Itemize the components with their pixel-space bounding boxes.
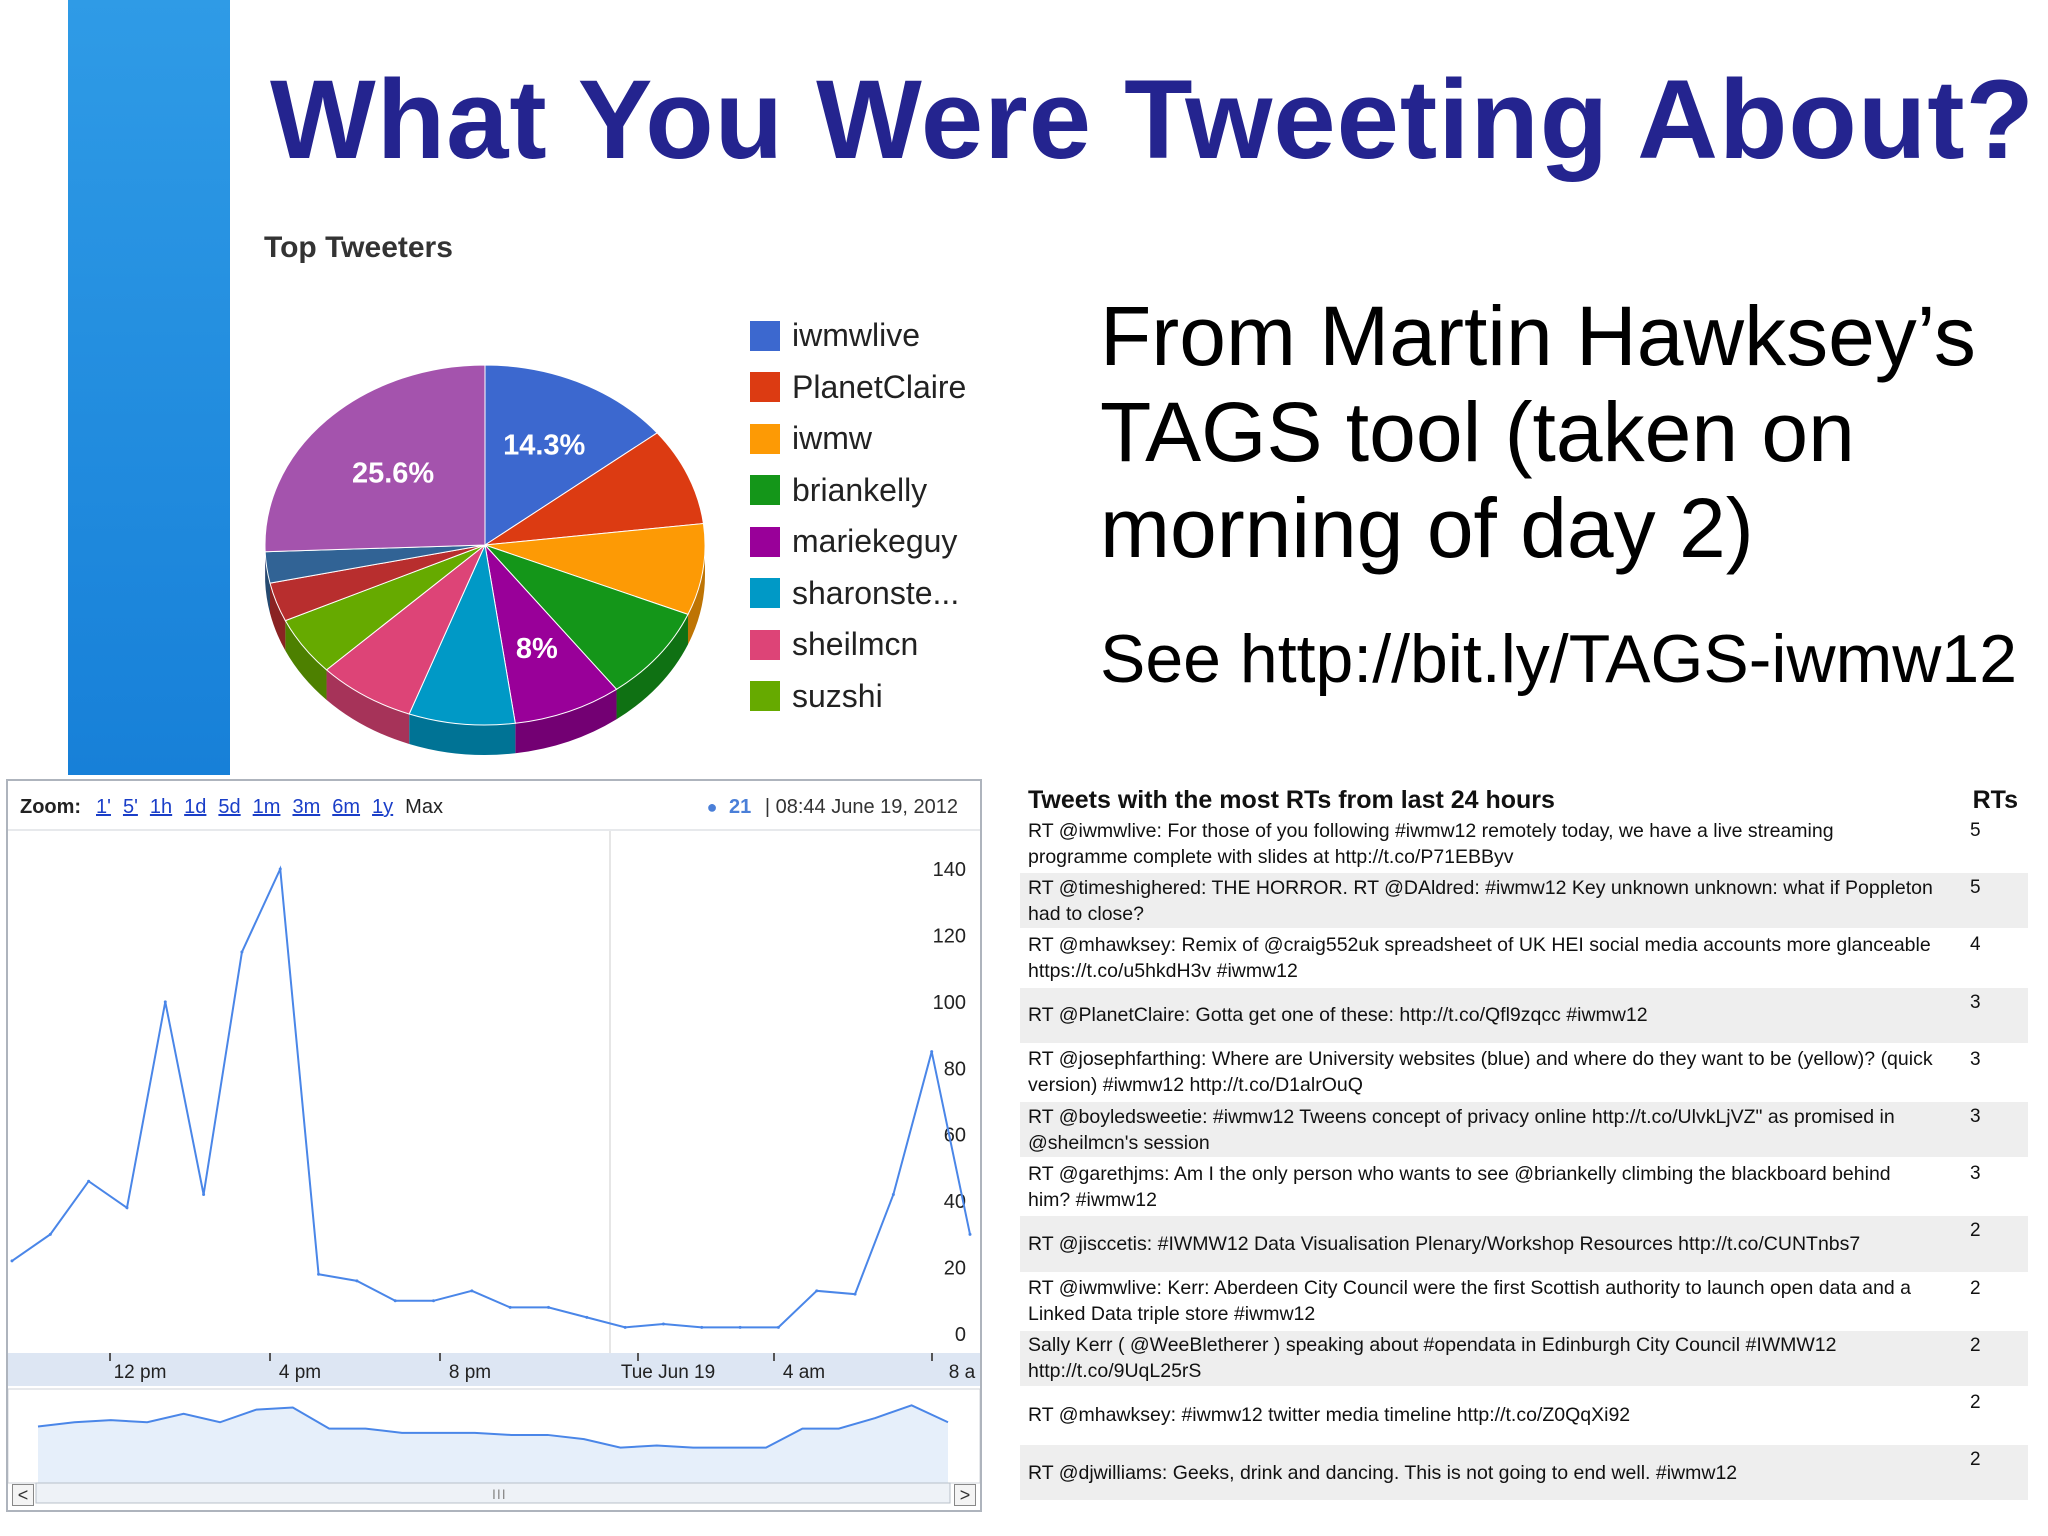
source-line-1: From Martin Hawksey’s <box>1100 289 1976 383</box>
tweet-volume-point <box>547 1306 550 1309</box>
tweet-volume-point <box>202 1193 205 1196</box>
tweet-volume-point <box>509 1306 512 1309</box>
legend-swatch <box>750 475 780 505</box>
legend-label: iwmwlive <box>792 317 920 354</box>
rt-table-title: Tweets with the most RTs from last 24 hours <box>1028 786 1555 814</box>
tweet-volume-point <box>892 1193 895 1196</box>
y-tick-label: 40 <box>943 1191 966 1214</box>
legend-item <box>750 568 966 620</box>
rt-count: 5 <box>1970 877 1981 899</box>
slide-accent-bar <box>68 0 230 775</box>
rt-tweet-text: RT @garethjms: Am I the only person who wants to see @briankelly climbing the blackboard behind him? #iwmw12 <box>1028 1162 1891 1211</box>
rt-tweet-text: RT @PlanetClaire: Gotta get one of these: http://t.co/Qfl9zqcc #iwmw12 <box>1028 1004 1648 1027</box>
y-tick-label: 0 <box>954 1324 966 1346</box>
legend-item <box>750 413 966 465</box>
tweet-volume-point <box>279 868 282 871</box>
legend-swatch <box>750 681 780 711</box>
rt-count: 3 <box>1970 1105 1981 1127</box>
tweet-volume-point <box>11 1259 14 1262</box>
rt-count: 2 <box>1970 1391 1981 1413</box>
tweet-volume-point <box>240 951 243 954</box>
rt-tweet-text: RT @josephfarthing: Where are University websites (blue) and where do they want to be (yellow)? (quick version) #iwmw12 http://t.co/D1alrOuQ <box>1028 1048 1933 1097</box>
source-description <box>1100 288 2040 576</box>
rt-column-header: RTs <box>1972 786 2018 814</box>
rt-count: 3 <box>1970 991 1981 1013</box>
tweet-volume-point <box>355 1279 358 1282</box>
y-tick-label: 120 <box>932 925 966 948</box>
rt-row <box>1020 816 2028 873</box>
pie-chart-title: Top Tweeters <box>264 231 453 264</box>
x-tick-label: Tue Jun 19 <box>620 1362 716 1383</box>
tweet-volume-point <box>815 1289 818 1292</box>
rt-tweet-text: RT @timeshighered: THE HORROR. RT @DAldred: #iwmw12 Key unknown unknown: what if Poppleton had to close? <box>1028 876 1933 925</box>
rt-count: 5 <box>1970 820 1981 841</box>
rt-tweet-text: Sally Kerr ( @WeeBletherer ) speaking about #opendata in Edinburgh City Council #IWMW12 http://t.co/9UqL25rS <box>1028 1334 1837 1383</box>
tweet-volume-point <box>585 1316 588 1319</box>
legend-item <box>750 671 966 723</box>
rt-row <box>1020 1388 2028 1445</box>
y-tick-label: 60 <box>943 1124 966 1147</box>
tweet-timeline-chart <box>6 779 982 1512</box>
legend-swatch <box>750 578 780 608</box>
legend-item <box>750 310 966 362</box>
pie-slice-label-2: 25.6% <box>351 457 435 490</box>
scroll-right-button[interactable]: > <box>954 1484 976 1506</box>
rt-row <box>1020 1159 2028 1216</box>
rt-row <box>1020 930 2028 987</box>
source-line-2: TAGS tool (taken on <box>1100 385 1855 479</box>
rt-count: 4 <box>1970 934 1981 956</box>
rt-tweet-text: RT @jisccetis: #IWMW12 Data Visualisation Plenary/Workshop Resources http://t.co/CUNTnbs7 <box>1028 1232 1861 1255</box>
legend-swatch <box>750 321 780 351</box>
legend-label: suzshi <box>792 677 883 714</box>
scrollbar-thumb[interactable]: III <box>492 1486 507 1502</box>
tweet-volume-point <box>662 1323 665 1326</box>
pie-legend <box>750 310 966 722</box>
zoom-6m-link[interactable]: 6m <box>332 796 361 818</box>
legend-label: mariekeguy <box>792 523 958 560</box>
legend-item <box>750 516 966 568</box>
tweet-volume-point <box>930 1050 933 1053</box>
rt-count: 3 <box>1970 1048 1981 1070</box>
tweet-volume-point <box>739 1326 742 1329</box>
tweet-volume-point <box>777 1326 780 1329</box>
tweet-volume-point <box>854 1293 857 1296</box>
x-tick-label: 4 pm <box>278 1362 322 1383</box>
y-tick-label: 100 <box>932 991 966 1014</box>
zoom-1m-link[interactable]: 1m <box>252 796 281 818</box>
zoom-max-label: Max <box>405 796 443 818</box>
rt-row <box>1020 1102 2028 1159</box>
y-tick-label: 80 <box>943 1058 966 1081</box>
legend-label: briankelly <box>792 471 928 508</box>
y-tick-label: 20 <box>943 1257 966 1280</box>
rt-count: 2 <box>1970 1277 1981 1299</box>
rt-count: 2 <box>1970 1220 1981 1242</box>
rt-count: 3 <box>1970 1163 1981 1185</box>
rt-tweet-text: RT @mhawksey: Remix of @craig552uk spreadsheet of UK HEI social media accounts more glanceable https://t.co/u5hkdH3v #iwmw12 <box>1028 933 1931 982</box>
rt-count: 2 <box>1970 1334 1981 1356</box>
tweet-volume-point <box>470 1289 473 1292</box>
rt-row <box>1020 1216 2028 1273</box>
rt-tweet-text: RT @djwilliams: Geeks, drink and dancing. This is not going to end well. #iwmw12 <box>1028 1461 1738 1484</box>
most-retweeted-table <box>1020 780 2028 1502</box>
zoom-label: Zoom: <box>20 796 82 818</box>
source-line-3: morning of day 2) <box>1100 481 1754 575</box>
rt-row <box>1020 1331 2028 1388</box>
zoom-5d-link[interactable]: 5d <box>218 796 241 818</box>
legend-swatch <box>750 630 780 660</box>
x-tick-label: 8 a <box>948 1362 976 1383</box>
rt-count: 2 <box>1970 1449 1981 1471</box>
tags-link-text: See http://bit.ly/TAGS-iwmw12 <box>1100 621 2018 697</box>
scroll-left-button[interactable]: < <box>12 1484 34 1506</box>
tweet-volume-point <box>87 1180 90 1183</box>
pie-slice-label-1: 8% <box>515 633 558 666</box>
slide-title: What You Were Tweeting About? <box>270 57 2035 182</box>
legend-label: sharonste... <box>792 574 960 611</box>
x-tick-label: 4 am <box>782 1362 826 1383</box>
tweet-volume-point <box>49 1233 52 1236</box>
tweet-volume-point <box>317 1273 320 1276</box>
rt-table-header <box>1020 780 2028 816</box>
legend-label: iwmw <box>792 420 872 457</box>
rt-row <box>1020 988 2028 1045</box>
tweet-volume-point <box>125 1206 128 1209</box>
top-tweeters-chart <box>250 215 980 775</box>
series-dot-icon: ● <box>706 797 718 817</box>
rt-tweet-text: RT @boyledsweetie: #iwmw12 Tweens concept of privacy online http://t.co/UlvkLjVZ" as promised in @sheilmcn's session <box>1028 1105 1895 1154</box>
tweet-volume-point <box>624 1326 627 1329</box>
rt-row <box>1020 1274 2028 1331</box>
zoom-1min-link[interactable]: 1' <box>96 796 111 818</box>
tweet-volume-point <box>700 1326 703 1329</box>
hover-timestamp: | 08:44 June 19, 2012 <box>764 796 958 818</box>
legend-label: PlanetClaire <box>792 368 967 405</box>
legend-swatch <box>750 527 780 557</box>
pie-slice-label-0: 14.3% <box>503 429 586 462</box>
x-tick-label: 8 pm <box>448 1362 492 1383</box>
zoom-1h-link[interactable]: 1h <box>149 796 173 818</box>
tweet-volume-point <box>969 1233 972 1236</box>
zoom-5min-link[interactable]: 5' <box>122 796 138 818</box>
legend-item <box>750 619 966 671</box>
rt-tweet-text: RT @iwmwlive: Kerr: Aberdeen City Council were the first Scottish authority to launch open data and a Linked Data triple store #iwmw12 <box>1028 1277 1911 1326</box>
tweet-volume-point <box>432 1299 435 1302</box>
legend-label: sheilmcn <box>792 626 919 663</box>
zoom-1y-link[interactable]: 1y <box>372 796 394 818</box>
legend-swatch <box>750 372 780 402</box>
rt-tweet-text: RT @iwmwlive: For those of you following #iwmw12 remotely today, we have a live streaming programme complete with slides at http://t.co/P71EBByv <box>1028 819 1834 868</box>
hover-count: 21 <box>729 796 752 818</box>
legend-item <box>750 362 966 414</box>
legend-item <box>750 465 966 517</box>
zoom-1d-link[interactable]: 1d <box>184 796 207 818</box>
y-tick-label: 140 <box>932 859 966 881</box>
rt-tweet-text: RT @mhawksey: #iwmw12 twitter media timeline http://t.co/Z0QqXi92 <box>1028 1404 1631 1427</box>
legend-swatch <box>750 424 780 454</box>
tweet-volume-point <box>394 1299 397 1302</box>
x-tick-label: 12 pm <box>113 1362 167 1383</box>
zoom-3m-link[interactable]: 3m <box>292 796 321 818</box>
tweet-volume-point <box>164 1000 167 1003</box>
rt-row <box>1020 1045 2028 1102</box>
rt-rows <box>1020 816 2028 1502</box>
timeline-plot <box>8 781 980 1510</box>
rt-row <box>1020 873 2028 930</box>
rt-row <box>1020 1445 2028 1502</box>
tweet-volume-line <box>12 869 970 1327</box>
